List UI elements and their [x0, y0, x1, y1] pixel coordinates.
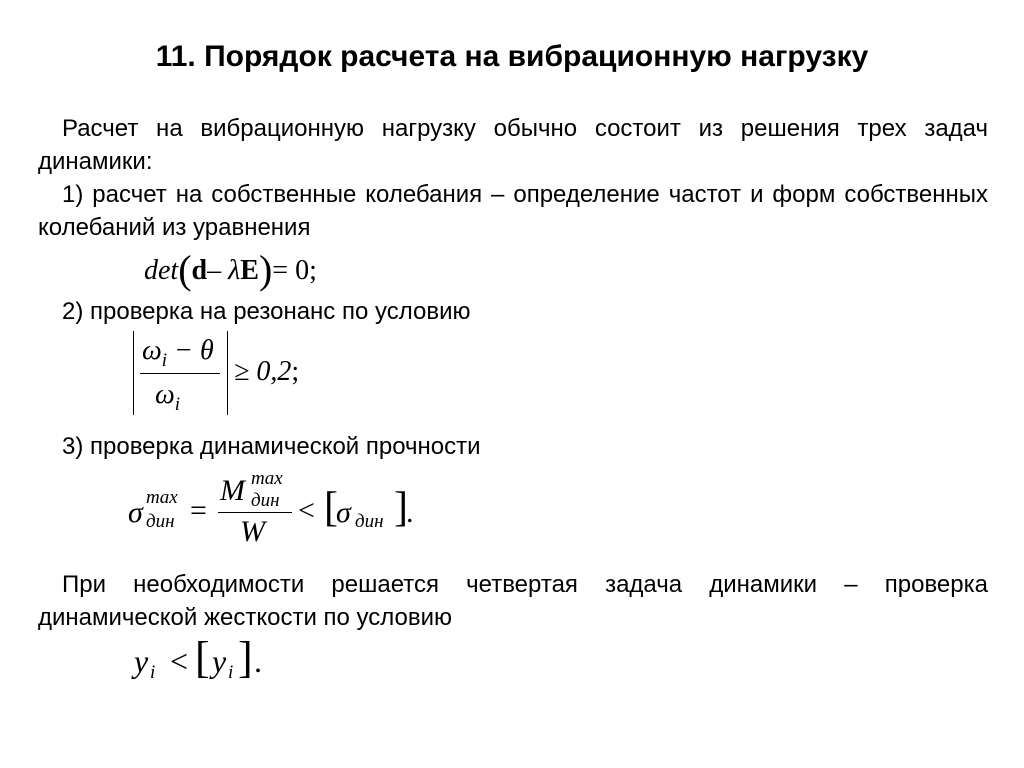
formula-w: W	[240, 515, 265, 548]
formula-period-y: .	[254, 643, 262, 679]
formula-moment: M	[220, 474, 245, 507]
formula-paren-right: )	[258, 247, 273, 292]
abs-bar-right	[227, 331, 228, 415]
fraction-line-m-w	[218, 512, 292, 513]
paragraph-step-2: 2) проверка на резонанс по условию	[62, 298, 471, 325]
formula-sigma: σ	[128, 496, 143, 529]
formula-sigma-allowed: σ	[336, 496, 351, 529]
formula-moment-sup: max	[251, 468, 283, 489]
formula-y-allowed: y	[212, 643, 227, 679]
formula-sigma-sub: дин	[146, 511, 175, 532]
formula-numerator: $\omega_i - \theta$	[142, 335, 214, 371]
formula-y-allowed-sub: i	[228, 662, 234, 683]
formula-minus: –	[207, 255, 222, 286]
formula-lambda: λ	[228, 255, 241, 286]
formula-moment-sub: дин	[251, 490, 280, 511]
slide-title: 11. Порядок расчета на вибрационную нагрузку	[155, 40, 869, 73]
paragraph-step-3: 3) проверка динамической прочности	[62, 433, 481, 460]
formula-equals-zero: = 0	[272, 255, 310, 286]
formula-sigma-sup: max	[146, 487, 178, 508]
formula-y-sub: i	[150, 662, 156, 683]
paragraph-step-1: 1) расчет на собственные колебания – определение частот и форм собственных колебаний из уравнения	[38, 181, 988, 241]
formula-semicolon: ;	[309, 255, 317, 286]
paragraph-intro: Расчет на вибрационную нагрузку обычно состоит из решения трех задач динамики:	[38, 115, 988, 175]
formula-eigen-equation	[144, 246, 317, 293]
formula-period: .	[406, 496, 414, 529]
formula-matrix-e: E	[240, 255, 259, 286]
paragraph-step-4: При необходимости решается четвертая задача динамики – проверка динамической жесткости по условию	[38, 571, 988, 631]
formula-less: <	[298, 494, 315, 527]
formula-paren-left: (	[178, 247, 192, 292]
fraction-line	[140, 373, 220, 374]
formula-equals: =	[190, 494, 207, 527]
abs-bar-left	[133, 331, 134, 415]
formula-y: y	[134, 643, 149, 679]
formula-matrix-d: d	[191, 255, 208, 286]
formula-det: det	[144, 255, 179, 286]
formula-bracket-right: ]	[394, 485, 408, 531]
formula-sigma-allowed-sub: дин	[355, 511, 384, 532]
formula-bracket-left: [	[324, 485, 338, 531]
formula-bracket-right-y: ]	[238, 633, 253, 682]
formula-less-y: <	[170, 643, 189, 679]
formula-geq-value: ≥ 0,2;	[234, 356, 300, 387]
formula-bracket-left-y: [	[195, 633, 210, 682]
formula-resonance-abs	[133, 331, 228, 415]
formula-denominator: $\omega_i$	[155, 379, 181, 415]
